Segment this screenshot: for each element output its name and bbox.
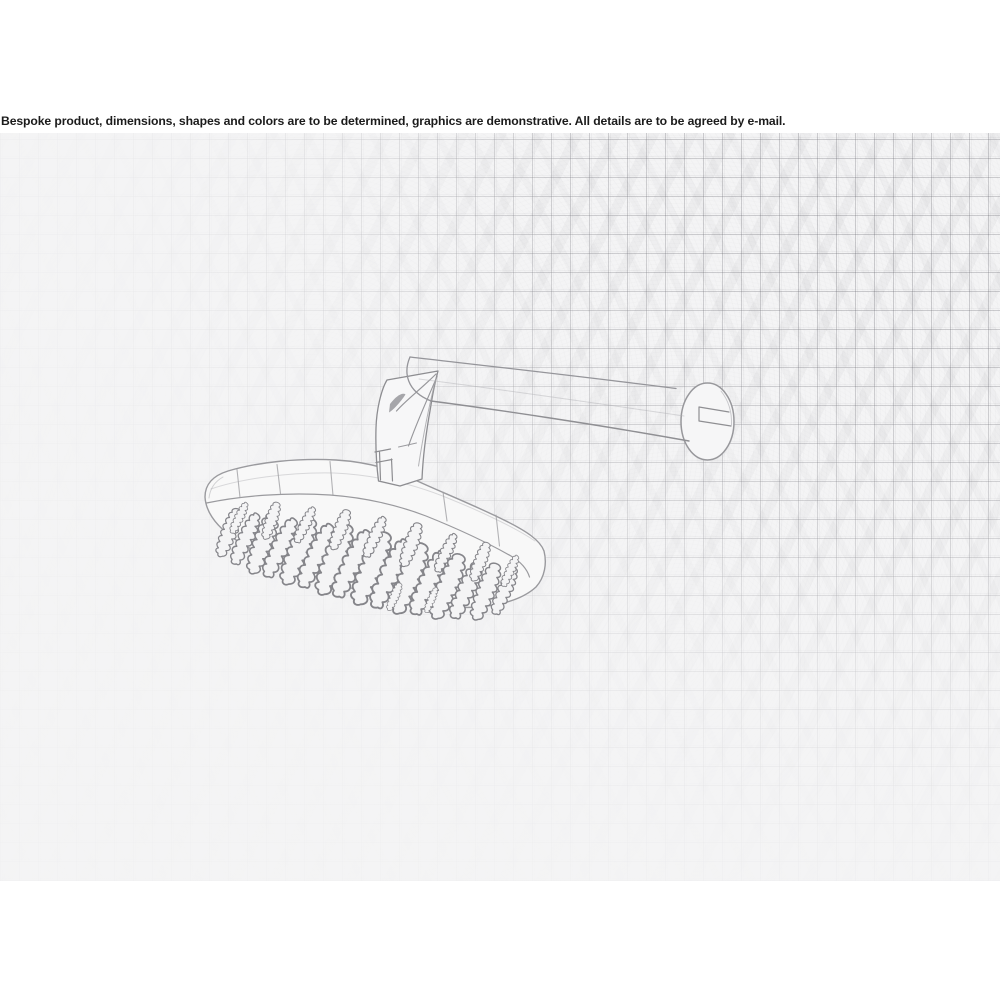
shower-arm: [407, 357, 689, 441]
shower-arm-joint: [375, 371, 438, 486]
wall-flange: [681, 383, 734, 460]
disclaimer-text: Bespoke product, dimensions, shapes and colors are to be determined, graphics are demonstrative. All details are to be agreed by e-mail.: [1, 114, 786, 128]
